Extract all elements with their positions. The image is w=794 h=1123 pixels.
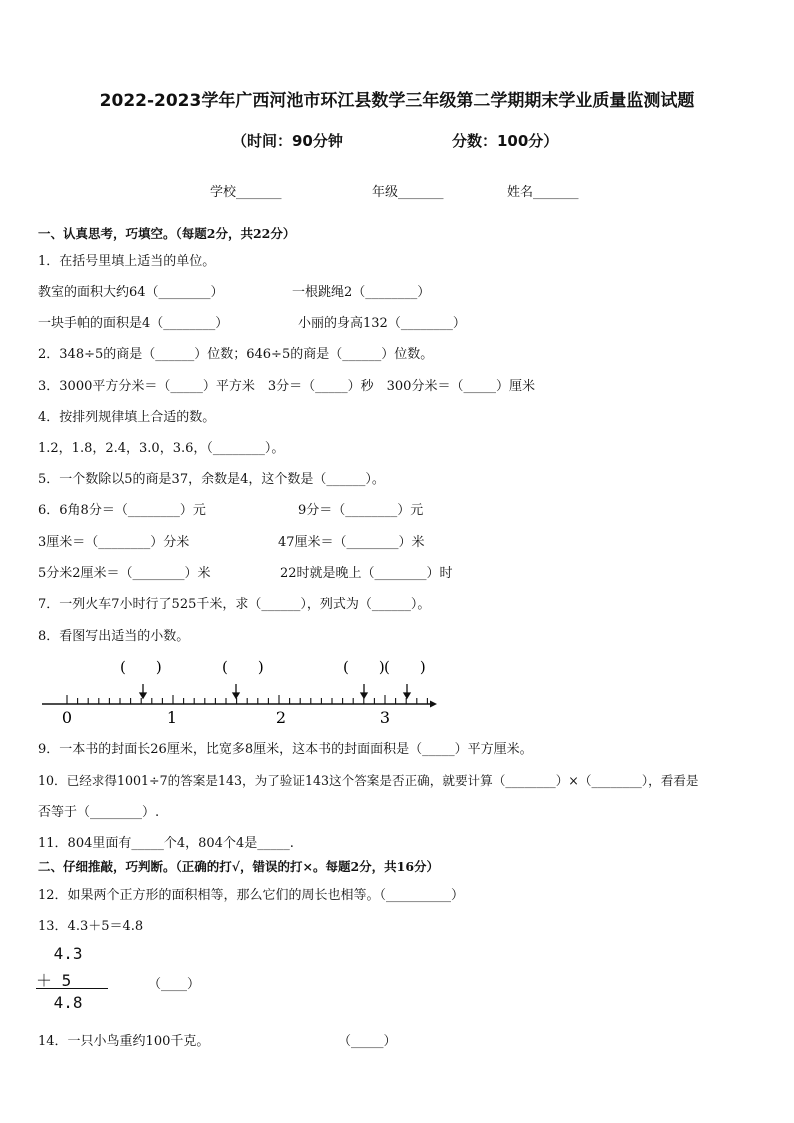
q13-stem: 13．4.3＋5＝4.8	[38, 919, 144, 934]
section-2-heading: 二、仔细推敲，巧判断。（正确的打√，错误的打×。每题2分，共16分）	[38, 859, 440, 874]
blank-1: ( )	[120, 658, 162, 676]
q6-c: 3厘米＝（________）分米	[38, 535, 190, 550]
grade-field[interactable]: 年级_______	[372, 185, 444, 200]
label-1: 1	[166, 708, 178, 727]
number-line-figure	[0, 650, 794, 730]
q8-stem: 8．看图写出适当的小数。	[38, 629, 190, 644]
q5: 5．一个数除以5的商是37，余数是4，这个数是（______）。	[38, 472, 385, 487]
q6-a: 6．6角8分＝（________）元	[38, 503, 206, 518]
q10-line-2: 否等于（________）.	[38, 805, 160, 820]
q4-stem: 4．按排列规律填上合适的数。	[38, 410, 216, 425]
q13-row-3: 4.8	[44, 993, 83, 1012]
q14-stem: 14．一只小鸟重约100千克。	[38, 1034, 210, 1049]
q12: 12．如果两个正方形的面积相等，那么它们的周长也相等。（__________）	[38, 888, 465, 903]
name-field[interactable]: 姓名_______	[507, 185, 579, 200]
axis-ticks	[67, 695, 427, 704]
section-1-heading: 一、认真思考，巧填空。（每题2分，共22分）	[38, 226, 296, 241]
q13-sum-line	[36, 988, 108, 989]
q11: 11．804里面有_____个4，804个4是_____.	[38, 836, 294, 851]
q6-f: 22时就是晚上（________）时	[280, 566, 453, 581]
axis-arrow	[430, 701, 437, 708]
arrowhead-1	[140, 693, 146, 698]
q6-b: 9分＝（________）元	[298, 503, 424, 518]
q1-d: 小丽的身高132（________）	[298, 316, 466, 331]
q13-row-2: ＋ 5	[36, 971, 81, 990]
q4-sequence: 1.2，1.8，2.4，3.0，3.6，（________）。	[38, 441, 285, 456]
q14-blank: （_____）	[338, 1034, 397, 1049]
q13-row-1: 4.3	[44, 944, 83, 963]
exam-time: （时间：90分钟	[232, 132, 343, 150]
q6-d: 47厘米＝（________）米	[278, 535, 425, 550]
label-0: 0	[61, 708, 73, 727]
q1-a: 教室的面积大约64（________）	[38, 285, 224, 300]
q9: 9．一本书的封面长26厘米，比宽多8厘米，这本书的封面面积是（_____）平方厘米。	[38, 742, 533, 757]
arrowhead-4	[404, 693, 410, 698]
blank-4: ( )	[384, 658, 426, 676]
exam-score: 分数：100分）	[452, 132, 559, 150]
q1-b: 一根跳绳2（________）	[292, 285, 431, 300]
q1-c: 一块手帕的面积是4（________）	[38, 316, 229, 331]
label-3: 3	[379, 708, 391, 727]
q10-line-1: 10．已经求得1001÷7的答案是143，为了验证143这个答案是否正确，就要计算（________）×（________），看看是	[38, 773, 699, 788]
q2: 2．348÷5的商是（______）位数；646÷5的商是（______）位数。	[38, 347, 434, 362]
arrowhead-2	[233, 693, 239, 698]
q3: 3．3000平方分米＝（_____）平方米 3分＝（_____）秒 300分米＝（_____）厘米	[38, 379, 535, 394]
school-field[interactable]: 学校_______	[210, 185, 282, 200]
q1-stem: 1．在括号里填上适当的单位。	[38, 254, 216, 269]
page-title: 2022-2023学年广西河池市环江县数学三年级第二学期期末学业质量监测试题	[99, 91, 695, 111]
arrowhead-3	[361, 693, 367, 698]
label-2: 2	[275, 708, 287, 727]
q7: 7．一列火车7小时行了525千米，求（______），列式为（______）。	[38, 597, 431, 612]
q13-blank: （____）	[148, 977, 201, 992]
q6-e: 5分米2厘米＝（________）米	[38, 566, 211, 581]
blank-2: ( )	[222, 658, 264, 676]
blank-3: ( )	[343, 658, 385, 676]
